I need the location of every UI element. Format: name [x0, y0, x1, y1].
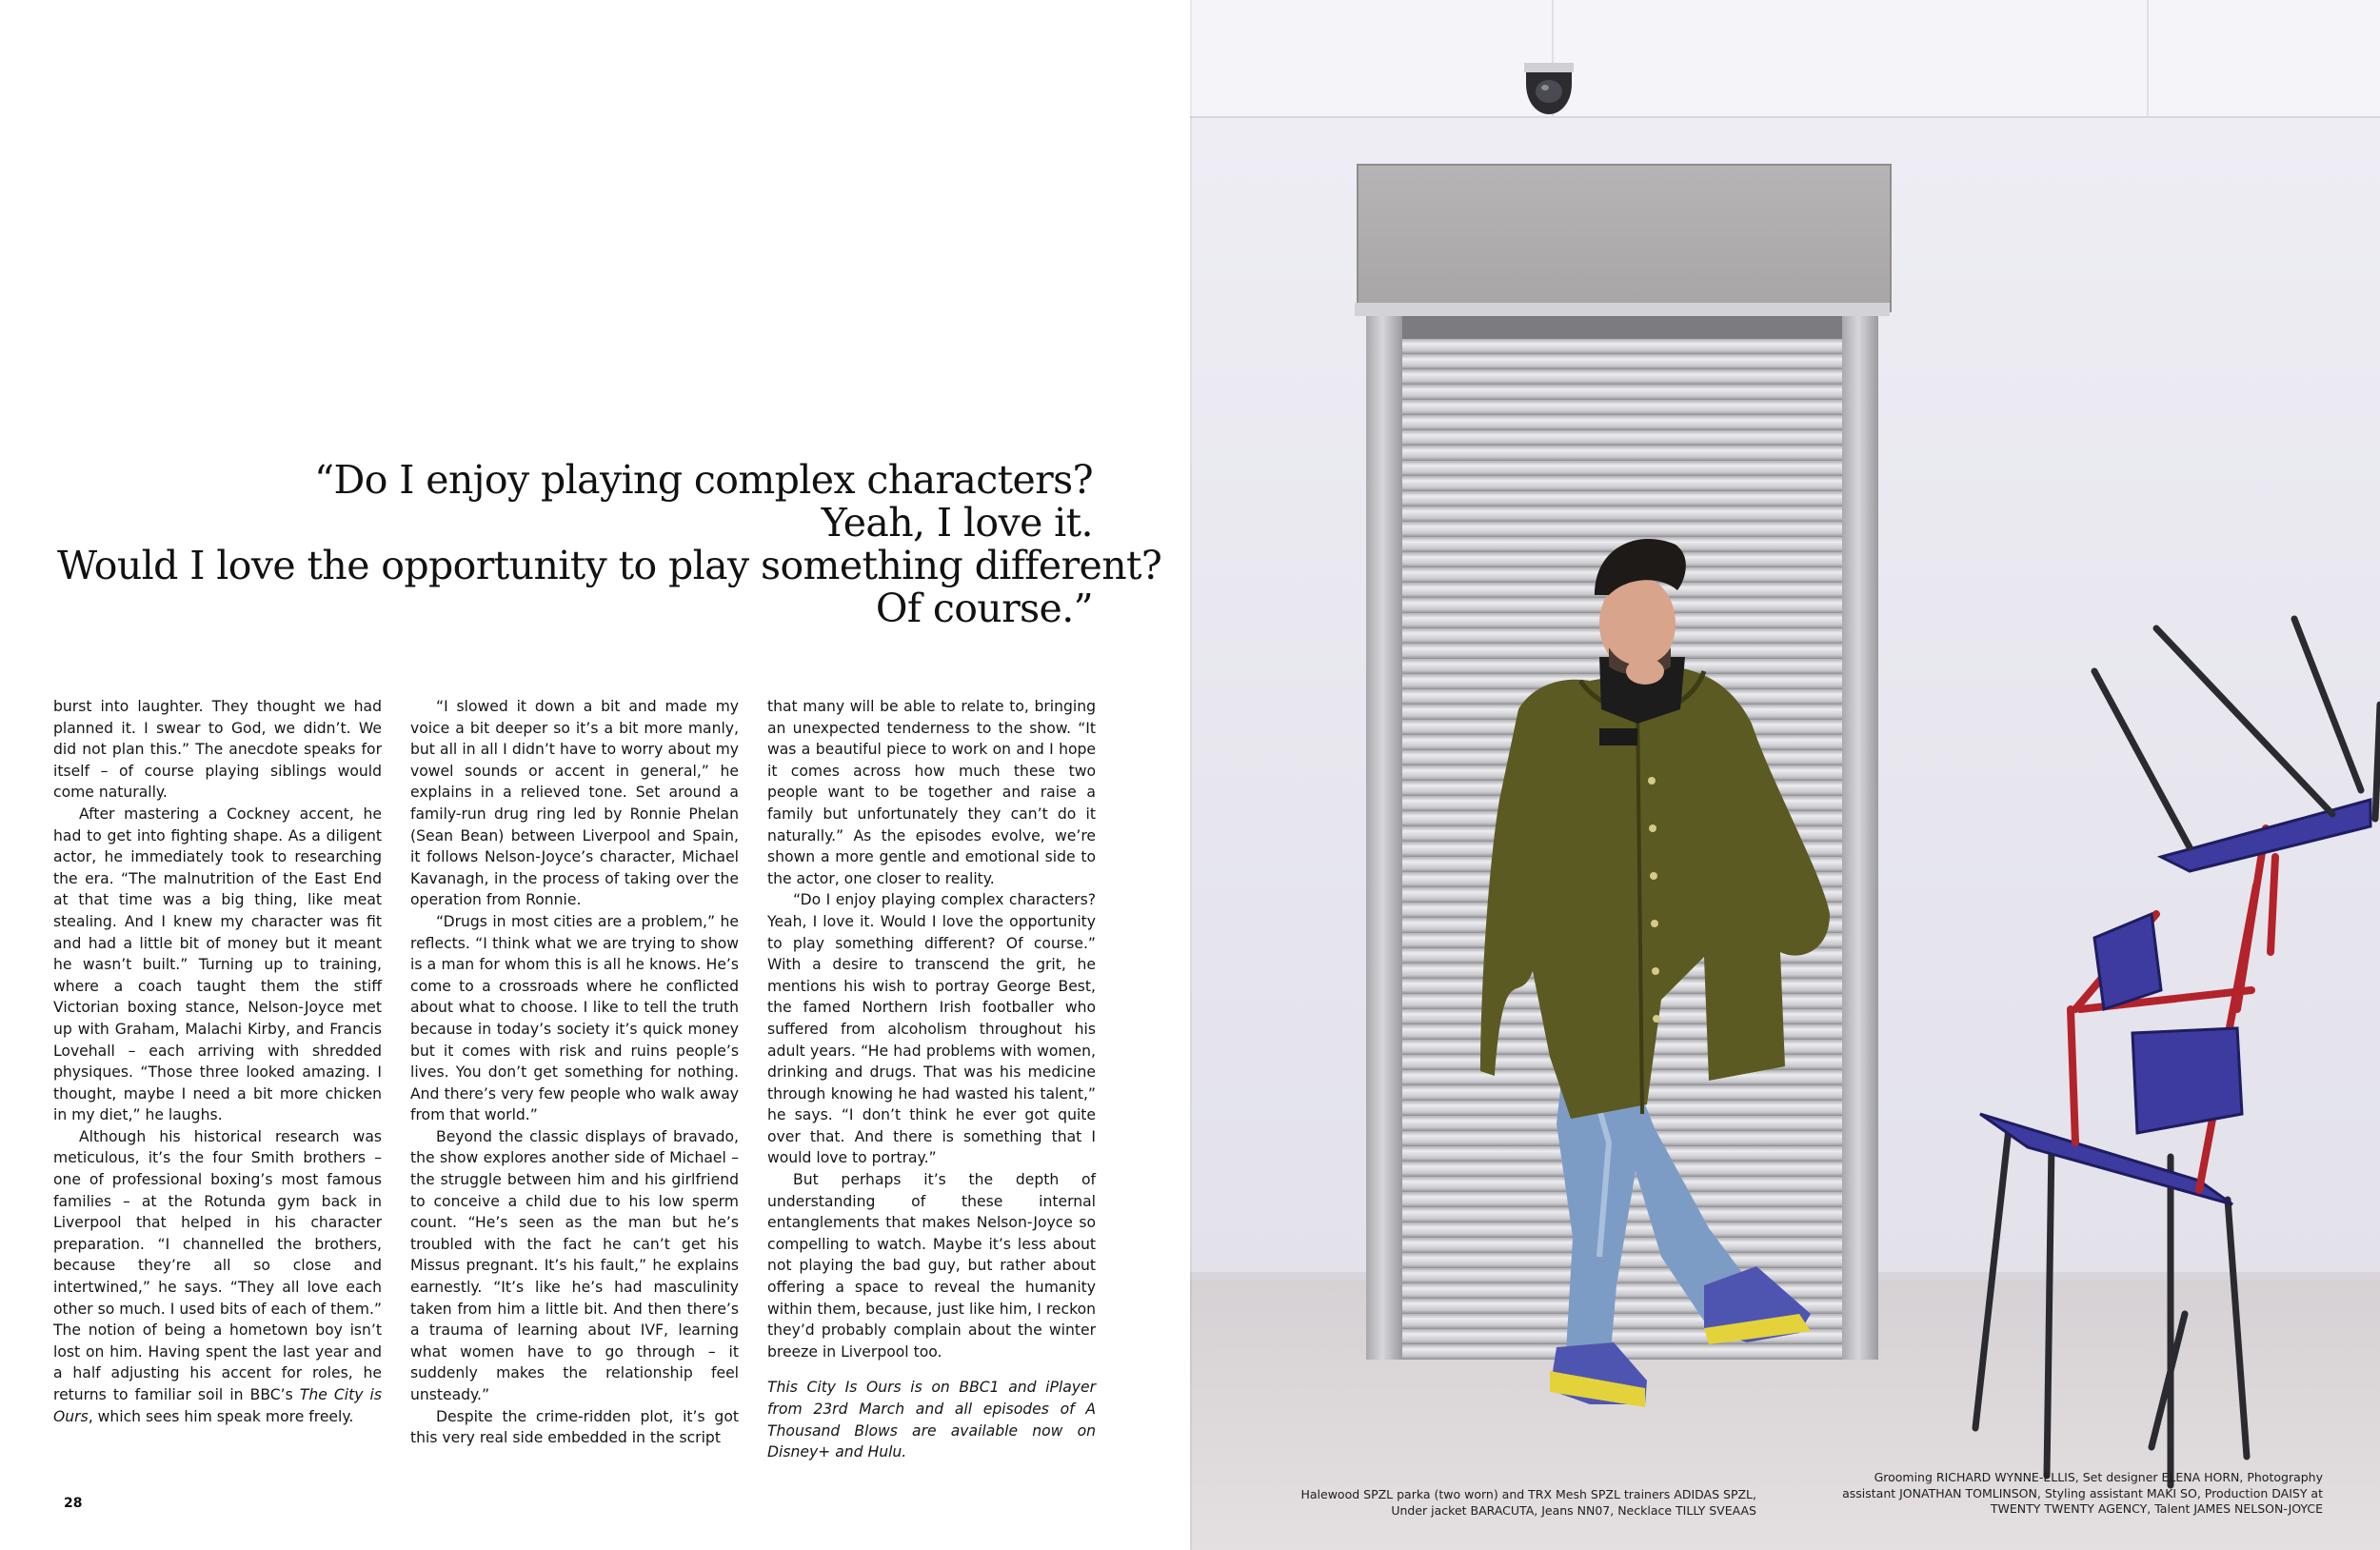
chair-seat-top [2161, 800, 2370, 871]
scene-figures [1190, 0, 2380, 1550]
show-title: The City is Ours [53, 1386, 383, 1425]
broadcast-credit: This City Is Ours is on BBC1 and iPlayer from 23rd March and all episodes of A Thousand Blows are available now on Disney+ and Hulu. [767, 1379, 1096, 1461]
pull-quote [57, 457, 1162, 631]
paragraph-text: , which sees him speak more freely. [88, 1407, 354, 1425]
hand [1626, 658, 1664, 685]
body-column-1 [53, 696, 382, 1427]
outfit-caption: Halewood SPZL parka (two worn) and TRX Mesh SPZL trainers ADIDAS SPZL, Under jacket BARACUTA, Jeans NN07, Necklace TILLY SVEAAS [1300, 1487, 1756, 1518]
paragraph: “Drugs in most cities are a problem,” he reflects. “I think what we are trying to show is a man for whom this is all he knows. He’s come to a crossroads where he conflicted about what to choose. I like to tell the truth because in today’s society it’s quick money but it comes with risk and ruins people’s lives. You don’t get something for nothing. And there’s very few people who walk away from that world.” [410, 912, 739, 1124]
pull-quote-line: “Do I enjoy playing complex characters? [314, 457, 1093, 503]
paragraph: “I slowed it down a bit and made my voice a bit deeper so it’s a bit more manly, but all in all I didn’t have to worry about my vowel sounds or accent in general,” he explains in a relieved tone. Set around a family-run drug ring led by Ronnie Phelan (Sean Bean) between Liverpool and Spain, it follows Nelson-Joyce’s character, Michael Kavanagh, in the process of taking over the operation from Ronnie. [410, 698, 739, 909]
pull-quote-line: Would I love the opportunity to play something different? [57, 543, 1162, 588]
page-gutter [1190, 0, 1192, 1550]
red-chair-frame [2071, 828, 2275, 1190]
body-column-3 [767, 696, 1096, 1463]
stacked-chairs [1975, 619, 2380, 1485]
paragraph: Despite the crime-ridden plot, it’s got this very real side embedded in the script [410, 1407, 739, 1447]
paragraph: “Do I enjoy playing complex characters? Yeah, I love it. Would I love the opportunity to play something different? Of course.” With a desire to transcend the grit, he mentions his wish to portray George Best, the famed Northern Irish footballer who suffered from alcoholism throughout his adult years. “He had problems with women, drinking and drugs. That was his medicine through knowing he had wasted his talent,” he says. “I don’t think he ever got quite over that. And there is something that I would love to portray.” [767, 891, 1096, 1167]
photograph [1190, 0, 2380, 1550]
pull-quote-line: Yeah, I love it. [821, 500, 1093, 546]
paragraph: After mastering a Cockney accent, he had to get into fighting shape. As a diligent actor, he immediately took to researching the era. “The malnutrition of the East End at that time was a big thing, like meat stealing. And I knew my character was fit and had a little bit of money but it meant he wasn’t built.” Turning up to training, where a coach taught them the stiff Victorian boxing stance, Nelson-Joyce met up with Graham, Malachi Kirby, and Francis Lovehall – each arriving with shredded physiques. “Those three looked amazing. I thought, maybe I need a bit more chicken in my diet,” he laughs. [53, 805, 382, 1124]
page-number: 28 [64, 1496, 83, 1511]
man-figure [1480, 539, 1830, 1407]
parka [1480, 666, 1830, 1119]
paragraph-text: Although his historical research was meticulous, it’s the four Smith brothers – one of professional boxing’s most famous families – at the Rotunda gym back in Liverpool that helped in his character preparation. “I channelled the brothers, because they’re all so close and intertwined,” he says. “They all love each other so much. I used bits of each of them.” The notion of being a hometown boy isn’t lost on him. Having spent the last year and a half adjusting his accent for roles, he returns to familiar soil in BBC’s [53, 1127, 382, 1403]
credits-caption: Grooming RICHARD WYNNE-ELLIS, Set designer ELENA HORN, Photography assistant JONATHAN TOMLINSON, Styling assistant MAKI SO, Production DAISY at TWENTY TWENTY AGENCY, Talent JAMES NELSON-JOYCE [1842, 1470, 2323, 1516]
parka-badge [1599, 728, 1637, 745]
paragraph [53, 1126, 382, 1427]
chair-seat-bottom [1980, 1114, 2232, 1204]
body-column-2 [410, 696, 739, 1449]
paragraph: burst into laughter. They thought we had planned it. I swear to God, we didn’t. We did not plan this.” The anecdote speaks for itself – of course playing siblings would come naturally. [53, 698, 382, 802]
paragraph: But perhaps it’s the depth of understanding of these internal entanglements that makes Nelson-Joyce so compelling to watch. Maybe it’s less about not playing the bad guy, but rather about offering a space to reveal the humanity within them, because, just like him, I reckon they’d probably complain about the winter breeze in Liverpool too. [767, 1171, 1096, 1361]
chair-backrest-middle [2132, 1028, 2242, 1133]
pull-quote-line: Of course.” [875, 586, 1093, 631]
chair-backrest-upper [2094, 914, 2161, 1009]
paragraph: that many will be able to relate to, bringing an unexpected tenderness to the show. “It was a beautiful piece to work on and I hope it comes across how much these two people want to be together and raise a family but unfortunately they can’t do it naturally.” As the episodes evolve, we’re shown a more gentle and emotional side to the actor, one closer to reality. [767, 698, 1096, 887]
paragraph: Beyond the classic displays of bravado, the show explores another side of Michael – the struggle between him and his girlfriend to conceive a child due to his low sperm count. “He’s seen as the man but he’s troubled with the fact he can’t get his Missus pregnant. It’s his fault,” he explains earnestly. “It’s like he’s had masculinity taken from him a little bit. And then there’s a trauma of learning about IVF, learning what women have to go through – it suddenly makes the relationship feel unsteady.” [410, 1127, 739, 1403]
